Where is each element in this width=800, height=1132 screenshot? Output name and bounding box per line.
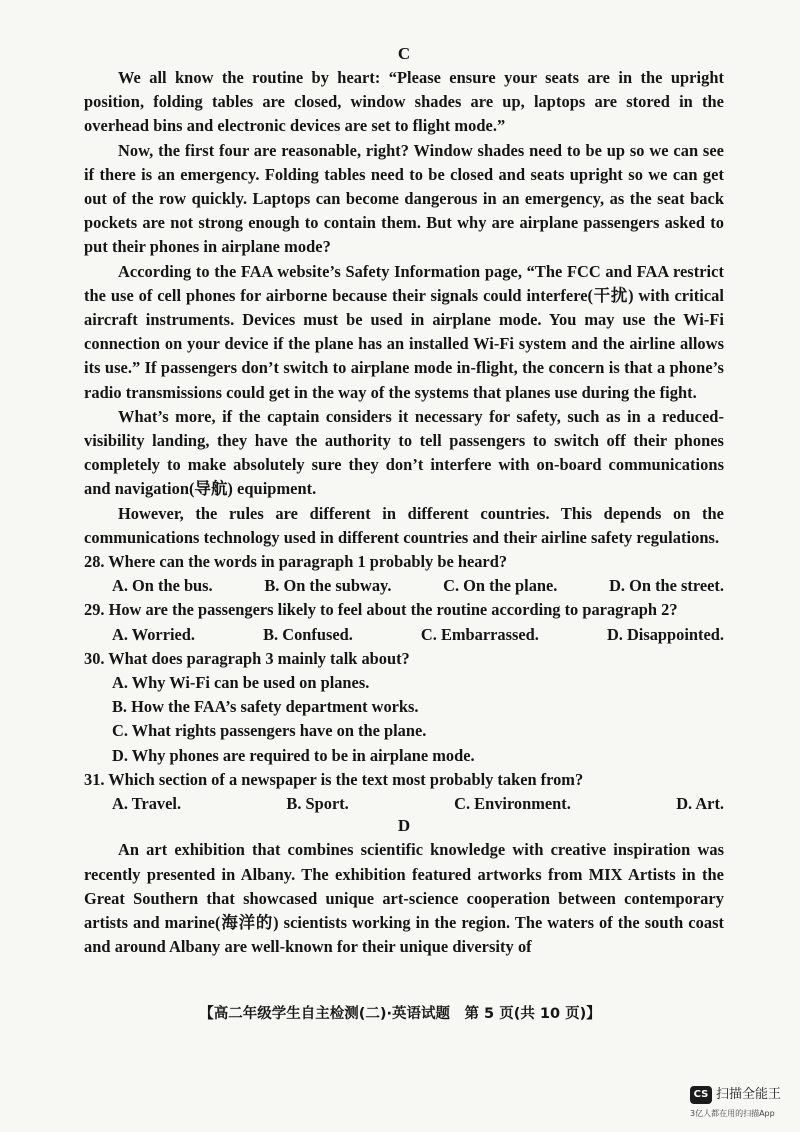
question-30: [84, 647, 724, 768]
question-28-options: [84, 574, 724, 598]
option-b: B. On the subway.: [264, 576, 392, 596]
option-a: A. Travel.: [112, 794, 182, 814]
section-c-paragraph-1: We all know the routine by heart: “Please ensure your seats are in the upright position, folding tables are closed, window shades are up, laptops are stored in the overhead bins and electronic devices are set to flight mode.”: [84, 68, 724, 136]
option-b: B. Confused.: [263, 624, 353, 644]
camscanner-logo-icon: CS: [690, 1086, 712, 1104]
question-31: [84, 768, 724, 816]
question-30-stem: 30. What does paragraph 3 mainly talk about?: [84, 648, 410, 668]
option-d: D. Art.: [676, 794, 724, 814]
watermark-name: 扫描全能王: [716, 1087, 782, 1102]
section-c-paragraph-5: However, the rules are different in different countries. This depends on the communications technology used in different countries and their airline safety regulations.: [84, 503, 724, 547]
watermark-tagline: 3亿人都在用的扫描App: [690, 1109, 775, 1118]
option-a: A. Why Wi-Fi can be used on planes.: [112, 673, 370, 693]
option-a: A. Worried.: [112, 624, 196, 644]
question-28-stem: 28. Where can the words in paragraph 1 probably be heard?: [84, 552, 508, 572]
option-d: D. On the street.: [609, 576, 724, 596]
section-c-paragraph-2: Now, the first four are reasonable, right? Window shades need to be up so we can see if there is an emergency. Folding tables need to be closed and seats upright so we can get out of the row quickly. Laptops can become dangerous in an emergency, as the seat back pockets are not strong enough to contain them. But why are airplane passengers asked to put their phones in airplane mode?: [84, 140, 724, 257]
option-d: D. Why phones are required to be in airplane mode.: [112, 745, 475, 765]
section-c-title: C: [397, 44, 411, 63]
question-29-stem: 29. How are the passengers likely to feel about the routine according to paragraph 2?: [84, 600, 678, 620]
option-d: D. Disappointed.: [606, 624, 724, 644]
question-31-options: [84, 792, 724, 816]
option-c: C. What rights passengers have on the plane.: [112, 721, 427, 741]
option-c: C. On the plane.: [443, 576, 558, 596]
question-29: [84, 598, 724, 646]
question-29-options: [84, 623, 724, 647]
option-c: C. Embarrassed.: [420, 624, 539, 644]
option-a: A. On the bus.: [112, 576, 213, 596]
question-31-stem: 31. Which section of a newspaper is the text most probably taken from?: [84, 769, 584, 789]
page-footer: 【高二年级学生自主检测(二)·英语试题 第 5 页(共 10 页)】: [199, 1006, 601, 1022]
page-content: [84, 44, 724, 959]
section-d-title: D: [397, 816, 411, 836]
option-b: B. How the FAA’s safety department works.: [112, 697, 419, 717]
option-b: B. Sport.: [286, 794, 349, 814]
section-c-paragraph-3: According to the FAA website’s Safety Information page, “The FCC and FAA restrict the use of cell phones for airborne because their signals could interfere(干扰) with critical aircraft instruments. Devices must be used in airplane mode. You may use the Wi-Fi connection on your device if the plane has an installed Wi-Fi system and the airline allows its use.” If passengers don’t switch to airplane mode in-flight, the concern is that a phone’s radio transmissions could get in the way of the systems that planes use during the fight.: [84, 261, 724, 402]
section-d-paragraph-1: An art exhibition that combines scientific knowledge with creative inspiration was recently presented in Albany. The exhibition featured artworks from MIX Artists in the Great Southern that showcased unique art-science cooperation between contemporary artists and marine(海洋的) scientists working in the region. The waters of the south coast and around Albany are well-known for their unique diversity of: [84, 840, 724, 957]
section-c-paragraph-4: What’s more, if the captain considers it necessary for safety, such as in a reduced-visibility landing, they have the authority to tell passengers to switch off their phones completely to make absolutely sure they don’t interfere with on-board communications and navigation(导航) equipment.: [84, 406, 724, 499]
option-c: C. Environment.: [454, 794, 571, 814]
scanner-watermark: [690, 1086, 800, 1126]
question-28: [84, 550, 724, 598]
